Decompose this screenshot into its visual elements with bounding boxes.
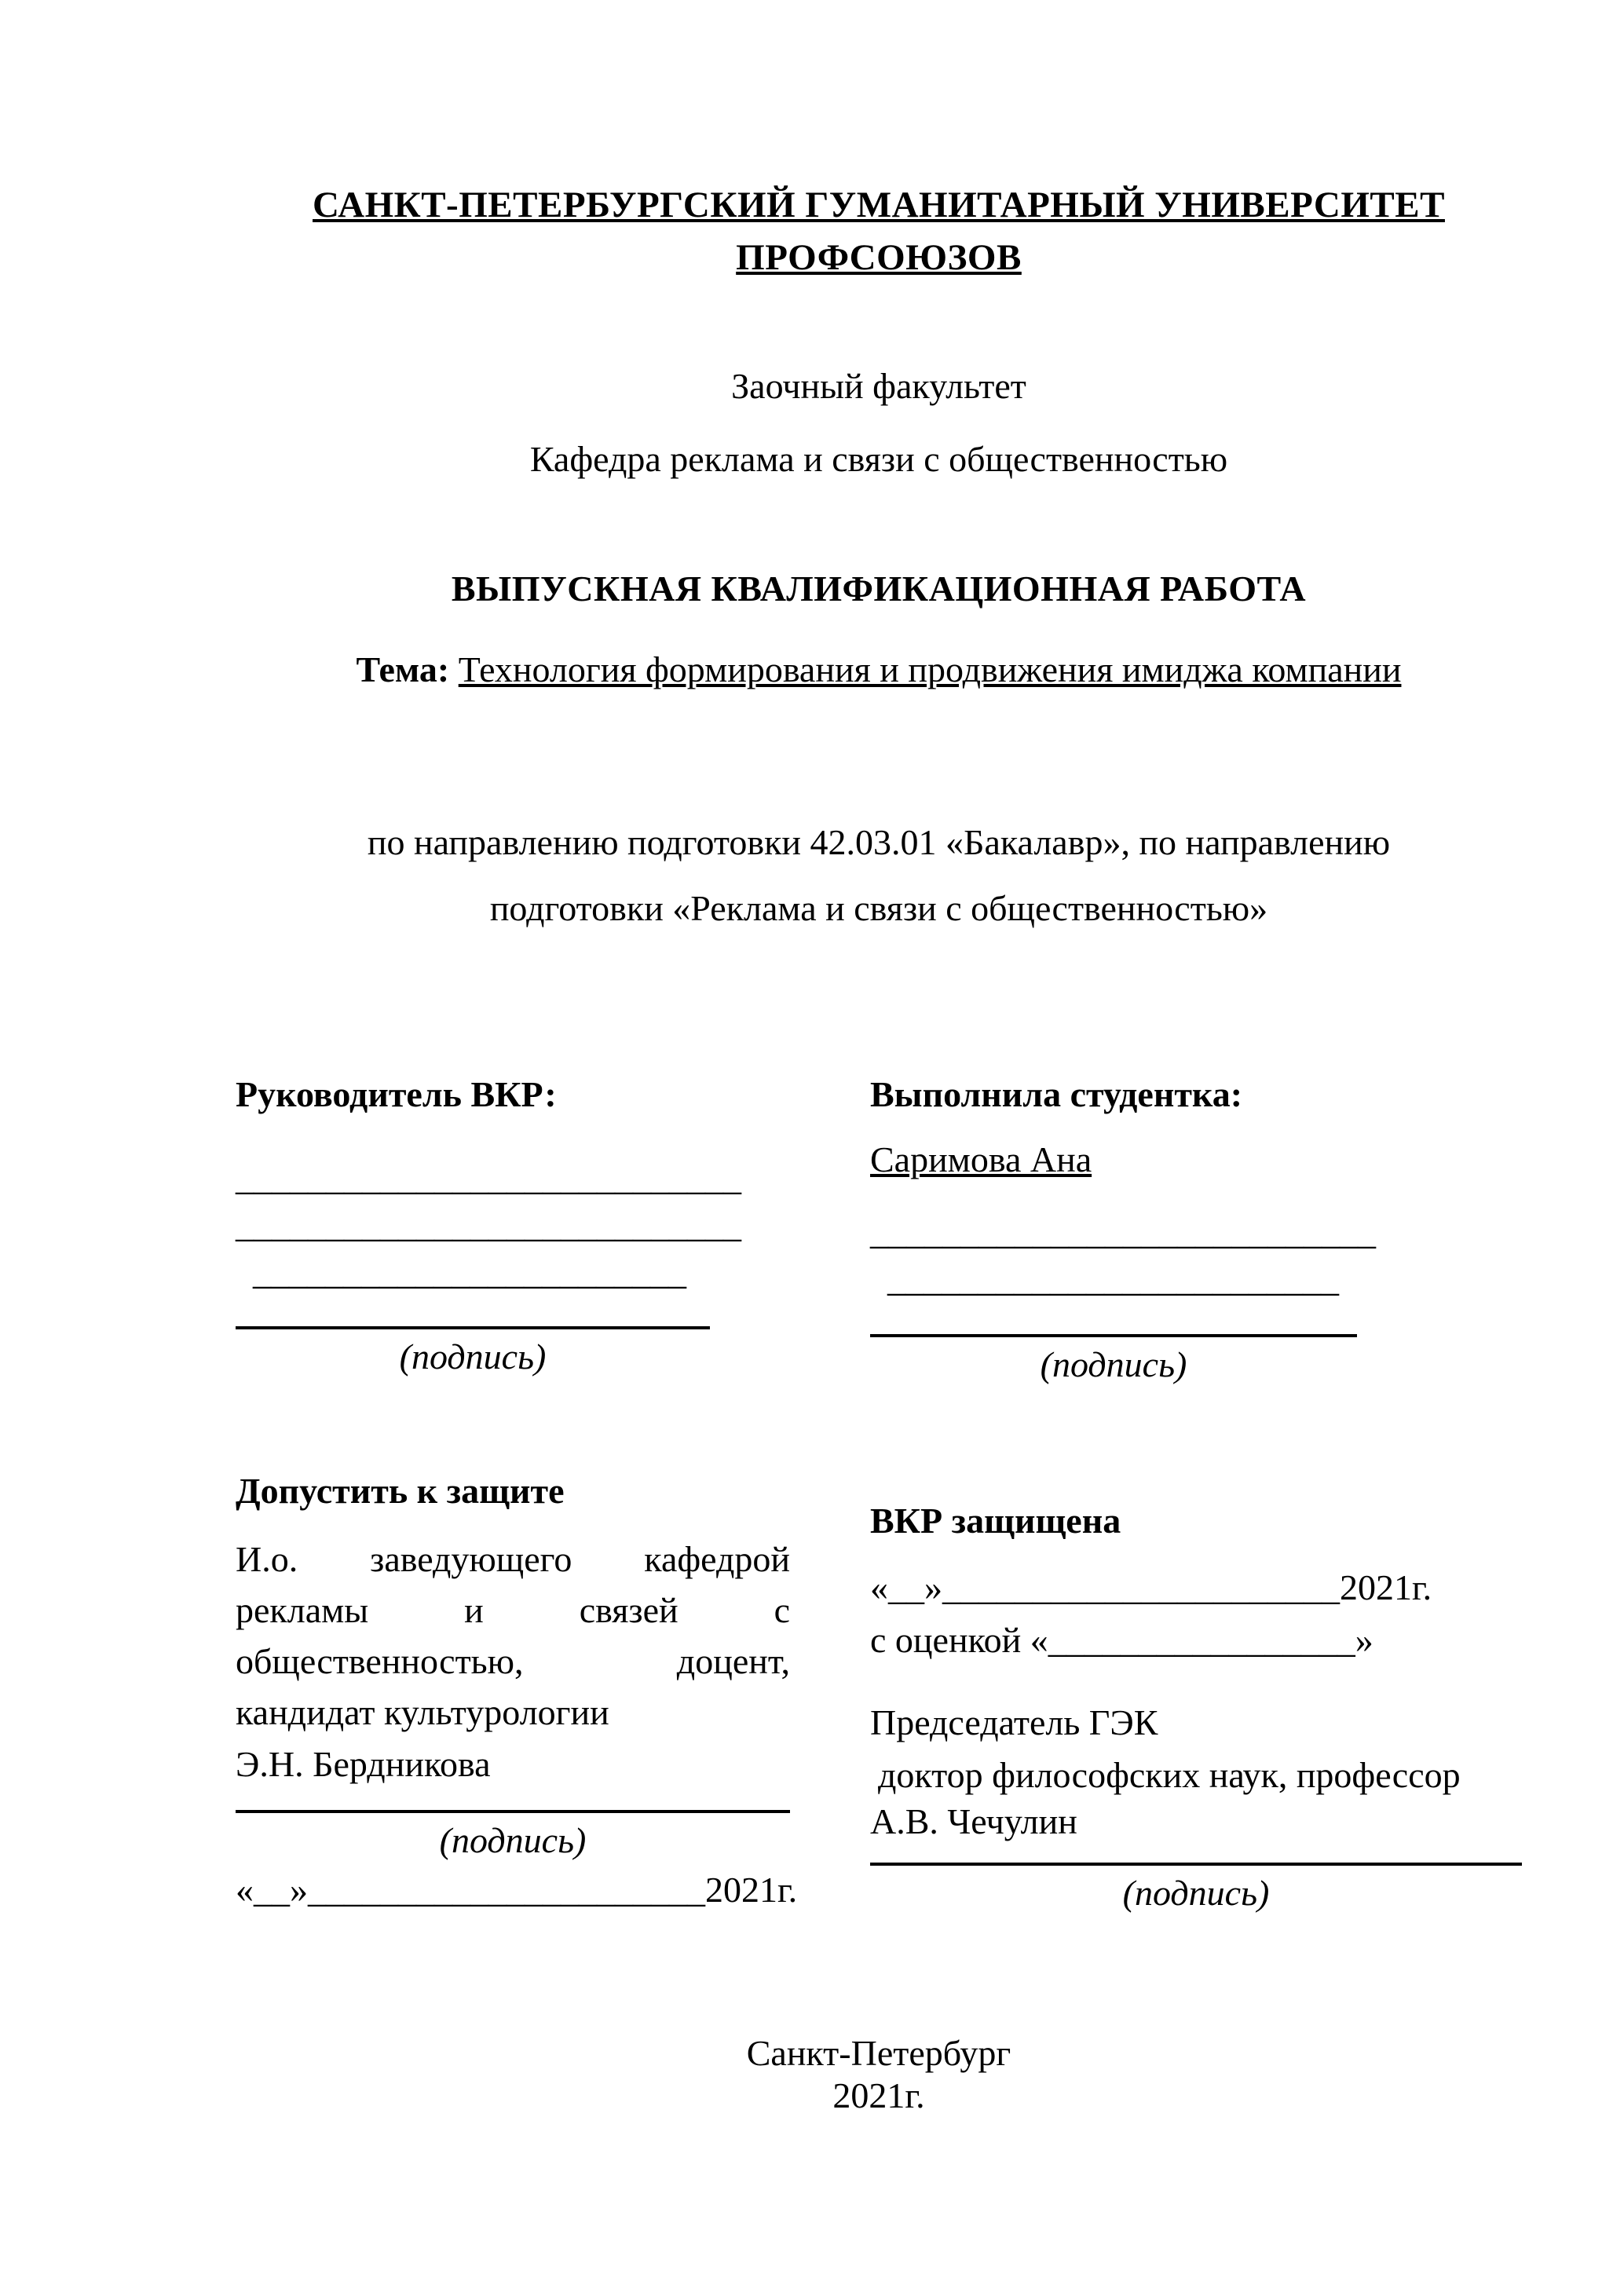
defense-block — [870, 1500, 1522, 1914]
supervisor-blank-line-1: ____________________________ — [236, 1157, 741, 1197]
admission-signature-rule — [236, 1810, 790, 1813]
admission-date-line: «__»______________________2021г. — [236, 1870, 798, 1910]
university-name-line2: ПРОФСОЮЗОВ — [736, 236, 1022, 278]
topic-title: Технология формирования и продвижения имиджа компании — [458, 649, 1402, 690]
defense-grade-line: с оценкой «_________________» — [870, 1619, 1373, 1660]
footer-year: 2021г. — [832, 2075, 925, 2116]
direction-line-1: по направлению подготовки 42.03.01 «Бакалавр», по направлению — [367, 822, 1391, 863]
defense-signature-caption: (подпись) — [1122, 1872, 1270, 1913]
chairman-label: Председатель ГЭК — [870, 1702, 1158, 1742]
student-blank-line-1: ____________________________ — [870, 1211, 1376, 1252]
student-label: Выполнила студентка: — [870, 1073, 1243, 1114]
chairman-title: доктор философских наук, профессор — [878, 1754, 1461, 1795]
supervisor-blank-line-2: ____________________________ — [236, 1204, 741, 1245]
signatures-row — [236, 1073, 1522, 1385]
student-signature-caption: (подпись) — [1040, 1344, 1187, 1384]
faculty-name: Заочный факультет — [731, 366, 1026, 407]
supervisor-label: Руководитель ВКР: — [236, 1073, 557, 1114]
approval-row — [236, 1470, 1522, 1914]
admission-signature-caption: (подпись) — [439, 1820, 587, 1861]
topic-line — [236, 649, 1522, 690]
defense-label: ВКР защищена — [870, 1500, 1121, 1541]
admission-label: Допустить к защите — [236, 1470, 565, 1511]
supervisor-block — [236, 1073, 790, 1385]
university-name-line1: САНКТ-ПЕТЕРБУРГСКИЙ ГУМАНИТАРНЫЙ УНИВЕРСИТЕТ — [313, 185, 1445, 225]
topic-label: Тема: — [356, 649, 450, 690]
direction-line-2: подготовки «Реклама и связи с общественностью» — [489, 888, 1268, 929]
chairman-name: А.В. Чечулин — [870, 1801, 1077, 1841]
student-name: Саримова Ана — [870, 1139, 1092, 1179]
supervisor-blank-line-3: ________________________ — [253, 1251, 686, 1292]
supervisor-signature-rule — [236, 1326, 710, 1329]
footer-city: Санкт-Петербург — [746, 2033, 1011, 2073]
defense-date-line: «__»______________________2021г. — [870, 1567, 1432, 1607]
student-blank-line-2: _________________________ — [887, 1258, 1339, 1299]
admission-person-name: Э.Н. Бердникова — [236, 1743, 491, 1784]
work-type-title: ВЫПУСКНАЯ КВАЛИФИКАЦИОННАЯ РАБОТА — [451, 569, 1307, 609]
direction-block — [236, 810, 1522, 941]
supervisor-signature-caption: (подпись) — [399, 1336, 547, 1377]
university-header — [236, 179, 1522, 283]
footer-block — [236, 2032, 1522, 2118]
admission-position-text: И.о. заведующего кафедрой рекламы и связей с общественностью, доцент, кандидат культурологии — [236, 1538, 790, 1733]
admission-block — [236, 1470, 798, 1914]
defense-signature-rule — [870, 1863, 1522, 1866]
department-name: Кафедра реклама и связи с общественностью — [529, 439, 1228, 480]
student-signature-rule — [870, 1334, 1357, 1337]
student-block — [870, 1073, 1522, 1385]
